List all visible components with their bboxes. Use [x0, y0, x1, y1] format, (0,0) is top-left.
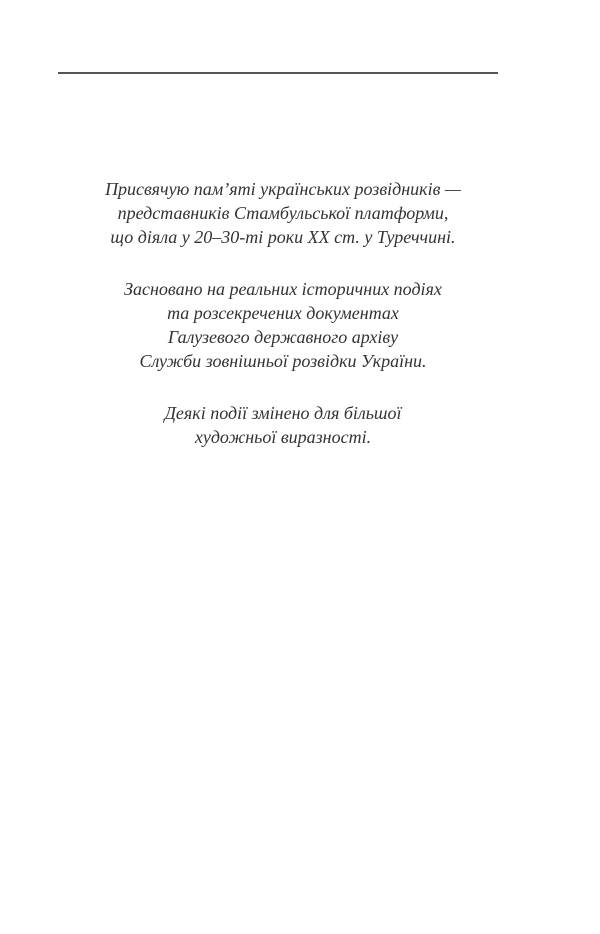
- dedication-line: представників Стамбульської платформи,: [117, 203, 449, 223]
- horizontal-rule: [58, 72, 498, 74]
- disclaimer-line: художньої виразності.: [194, 427, 372, 447]
- source-note: [58, 277, 508, 373]
- dedication-line: що діяла у 20–30-ті роки XX ст. у Туреччині.: [110, 227, 456, 247]
- source-note-line: Галузевого державного архіву: [167, 327, 399, 347]
- source-note-line: Засновано на реальних історичних подіях: [124, 279, 442, 299]
- dedication-line: Присвячую пам’яті українських розвідників —: [105, 179, 461, 199]
- source-note-line: та розсекречених документах: [167, 303, 399, 323]
- disclaimer-line: Деякі події змінено для більшої: [164, 403, 402, 423]
- source-note-line: Служби зовнішньої розвідки України.: [139, 351, 427, 371]
- dedication: [58, 177, 508, 249]
- disclaimer: [58, 401, 508, 449]
